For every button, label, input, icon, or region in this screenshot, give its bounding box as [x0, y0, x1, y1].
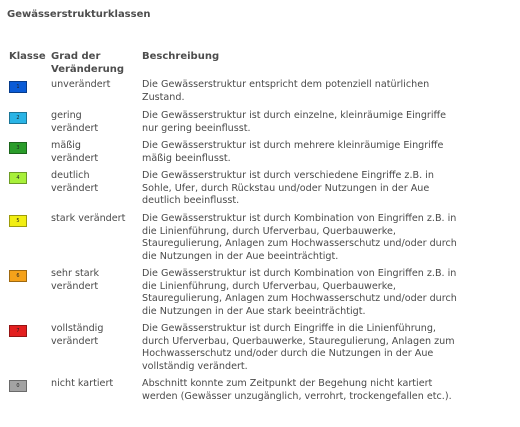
- description-cell: [142, 378, 512, 403]
- description-line: Abschnitt konnte zum Zeitpunkt der Begehung nicht kartiert: [142, 378, 433, 389]
- column-header-grad: [51, 50, 136, 76]
- description-line: Die Gewässerstruktur ist durch Eingriffe in die Linienführung,: [142, 323, 436, 334]
- description-line: werden (Gewässer unzugänglich, verrohrt, trockengefallen etc.).: [142, 390, 452, 402]
- class-color-swatch: 2: [9, 112, 27, 124]
- grad-line: deutlich: [51, 170, 90, 181]
- grad-line: verändert: [51, 280, 99, 292]
- grad-line: stark verändert: [51, 213, 126, 224]
- page-title: Gewässerstrukturklassen: [7, 9, 151, 20]
- grad-cell: [51, 378, 139, 391]
- description-cell: [142, 213, 512, 263]
- grad-line: nicht kartiert: [51, 378, 114, 389]
- description-line: Die Gewässerstruktur ist durch mehrere kleinräumige Eingriffe: [142, 140, 444, 151]
- grad-cell: [51, 268, 139, 293]
- class-color-swatch: 3: [9, 142, 27, 154]
- grad-line: verändert: [51, 152, 99, 164]
- description-line: Stauregulierung, Anlagen zum Hochwasserschutz und/oder durch: [142, 293, 457, 305]
- grad-line: verändert: [51, 122, 99, 134]
- description-line: Die Gewässerstruktur entspricht dem potenziell natürlichen: [142, 79, 430, 90]
- grad-cell: [51, 213, 139, 226]
- description-cell: [142, 79, 512, 104]
- grad-line: verändert: [51, 335, 99, 347]
- description-cell: [142, 268, 512, 318]
- description-line: Die Gewässerstruktur ist durch Kombination von Eingriffen z.B. in: [142, 213, 457, 224]
- grad-line: verändert: [51, 182, 99, 194]
- class-color-swatch: 5: [9, 215, 27, 227]
- column-header-grad-line: Grad der: [51, 51, 101, 62]
- description-line: die Linienführung, durch Uferverbau, Querbauwerke,: [142, 225, 396, 237]
- description-line: vollständig verändert.: [142, 360, 248, 372]
- description-line: mäßig beeinflusst.: [142, 152, 231, 164]
- description-line: nur gering beeinflusst.: [142, 122, 251, 134]
- description-cell: [142, 110, 512, 135]
- column-header-beschreibung: Beschreibung: [142, 51, 220, 62]
- description-cell: [142, 140, 512, 165]
- grad-cell: [51, 323, 139, 348]
- description-line: deutlich beeinflusst.: [142, 195, 240, 207]
- description-line: Sohle, Ufer, durch Rückstau und/oder Nutzungen in der Aue: [142, 182, 430, 194]
- grad-cell: [51, 79, 139, 92]
- class-color-swatch: 6: [9, 270, 27, 282]
- class-color-swatch: 7: [9, 325, 27, 337]
- description-line: Die Gewässerstruktur ist durch einzelne, kleinräumige Eingriffe: [142, 110, 447, 121]
- grad-line: unverändert: [51, 79, 111, 90]
- description-cell: [142, 323, 512, 373]
- description-line: Hochwasserschutz und/oder durch die Nutzungen in der Aue: [142, 348, 434, 360]
- description-line: die Nutzungen in der Aue beeinträchtigt.: [142, 250, 339, 262]
- grad-cell: [51, 170, 139, 195]
- description-cell: [142, 170, 512, 208]
- column-header-grad-line: Veränderung: [51, 64, 125, 75]
- grad-line: mäßig: [51, 140, 82, 151]
- description-line: die Nutzungen in der Aue stark beeinträchtigt.: [142, 305, 366, 317]
- grad-line: gering: [51, 110, 82, 121]
- class-color-swatch: 0: [9, 380, 27, 392]
- description-line: Zustand.: [142, 91, 185, 103]
- class-color-swatch: 4: [9, 172, 27, 184]
- grad-line: sehr stark: [51, 268, 100, 279]
- description-line: durch Uferverbau, Querbauwerke, Stauregulierung, Anlagen zum: [142, 335, 455, 347]
- description-line: Die Gewässerstruktur ist durch verschiedene Eingriffe z.B. in: [142, 170, 434, 181]
- description-line: Stauregulierung, Anlagen zum Hochwasserschutz und/oder durch: [142, 238, 457, 250]
- grad-cell: [51, 110, 139, 135]
- class-color-swatch: 1: [9, 81, 27, 93]
- description-line: die Linienführung, durch Uferverbau, Querbauwerke,: [142, 280, 396, 292]
- grad-line: vollständig: [51, 323, 104, 334]
- column-header-klasse: Klasse: [9, 51, 46, 62]
- description-line: Die Gewässerstruktur ist durch Kombination von Eingriffen z.B. in: [142, 268, 457, 279]
- grad-cell: [51, 140, 139, 165]
